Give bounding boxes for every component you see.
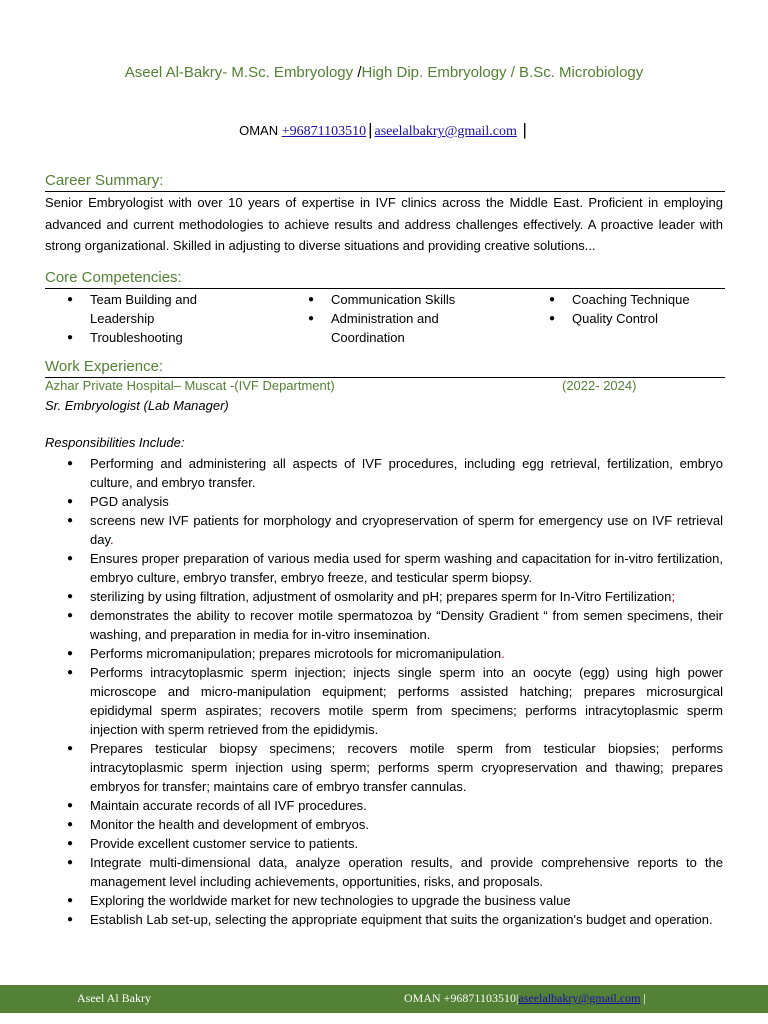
contact-trailing-separator: | — [522, 120, 527, 139]
responsibility-item: ● Performs micromanipulation; prepares microtools for micromanipulation. — [45, 644, 723, 663]
responsibility-item: ● sterilizing by using filtration, adjustment of osmolarity and pH; prepares sperm for In-Vitro Fertilization; — [45, 587, 723, 606]
phone-link[interactable]: +96871103510 — [281, 124, 367, 139]
footer-trailing-separator: | — [640, 991, 646, 1005]
core-competencies-heading: Core Competencies: — [45, 268, 725, 289]
responsibility-item: ● Maintain accurate records of all IVF procedures. — [45, 796, 723, 815]
responsibility-item: ● Prepares testicular biopsy specimens; recovers motile sperm from testicular biopsies; performs intracytoplasmic sperm injection using sperm; performs sperm cryopreservation and thawing; prepares embryos for transfer; maintains care of embryo transfer cannulas. — [45, 739, 723, 796]
work-experience-heading: Work Experience: — [45, 357, 725, 378]
footer-name: Aseel Al Bakry — [77, 991, 151, 1005]
page-footer — [0, 985, 768, 1013]
responsibility-item: ● Integrate multi-dimensional data, analyze operation results, and provide comprehensive reports to the management level including achievements, opportunities, risks, and proposals. — [45, 853, 723, 891]
responsibility-item: ● Performing and administering all aspects of IVF procedures, including egg retrieval, fertilization, embryo culture, and embryo transfer. — [45, 454, 723, 492]
title-slash: / — [357, 64, 362, 81]
responsibilities-heading: Responsibilities Include: — [45, 435, 185, 450]
footer-contact — [404, 991, 646, 1006]
contact-separator: | — [368, 120, 373, 139]
red-period-mark: . — [110, 532, 114, 547]
other-degrees: High Dip. Embryology / B.Sc. Microbiology — [361, 64, 644, 81]
competency-item: ● Coaching Technique — [527, 290, 747, 309]
responsibility-item: ● screens new IVF patients for morphology and cryopreservation of sperm for emergency use on IVF retrieval day. — [45, 511, 723, 549]
responsibility-item: ● demonstrates the ability to recover motile spermatozoa by “Density Gradient “ from semen specimens, their washing, and preparation in media for in-vitro insemination. — [45, 606, 723, 644]
employment-period: (2022- 2024) — [562, 378, 637, 393]
competencies-column-2 — [286, 290, 506, 347]
career-summary-heading: Career Summary: — [45, 171, 725, 192]
contact-line — [0, 120, 768, 140]
responsibility-item: ● Establish Lab set-up, selecting the appropriate equipment that suits the organization's budget and operation. — [45, 910, 723, 929]
email-link[interactable]: aseelalbakry@gmail.com — [374, 124, 517, 139]
responsibility-item: ● Ensures proper preparation of various media used for sperm washing and capacitation for in-vitro fertilization, embryo culture, embryo transfer, embryo freeze, and testicular sperm biopsy. — [45, 549, 723, 587]
competency-item: ● Team Building and Leadership — [45, 290, 245, 328]
red-semicolon-mark: ; — [671, 589, 676, 604]
contact-country: OMAN — [239, 123, 282, 138]
responsibility-item: ● PGD analysis — [45, 492, 723, 511]
competencies-column-3 — [527, 290, 747, 328]
responsibility-item: ● Monitor the health and development of embryos. — [45, 815, 723, 834]
red-period-mark: . — [501, 646, 505, 661]
responsibility-item: ● Provide excellent customer service to patients. — [45, 834, 723, 853]
employer-name: Azhar Private Hospital– Muscat -(IVF Department) — [45, 378, 335, 393]
competency-item: ● Communication Skills — [286, 290, 506, 309]
competency-item: ● Administration and Coordination — [286, 309, 506, 347]
footer-contact-prefix: OMAN +96871103510| — [404, 991, 519, 1005]
competency-item: ● Troubleshooting — [45, 328, 245, 347]
competency-item: ● Quality Control — [527, 309, 747, 328]
footer-email-link[interactable]: aseelalbakry@gmail.com — [518, 991, 641, 1005]
competencies-column-1 — [45, 290, 245, 347]
name-and-degree: Aseel Al-Bakry- M.Sc. Embryology — [124, 64, 358, 81]
responsibility-item: ● Performs intracytoplasmic sperm injection; injects single sperm into an oocyte (egg) using high power microscope and micro-manipulation equipment; performs assisted hatching; prepares microsurgical epididymal sperm aspirates; recovers motile sperm from specimens; performs intracytoplasmic sperm injection with sperm retrieved from the epididymis. — [45, 663, 723, 739]
resume-title — [0, 64, 768, 81]
job-title: Sr. Embryologist (Lab Manager) — [45, 398, 229, 413]
responsibility-item: ● Exploring the worldwide market for new technologies to upgrade the business value — [45, 891, 723, 910]
responsibilities-list — [45, 454, 723, 929]
career-summary-text: Senior Embryologist with over 10 years of expertise in IVF clinics across the Middle East. Proficient in employing advanced and current methodologies to achieve results and address challenges effectively. A proactive leader with strong organizational. Skilled in adjusting to diverse situations and providing creative solutions... — [45, 195, 723, 253]
